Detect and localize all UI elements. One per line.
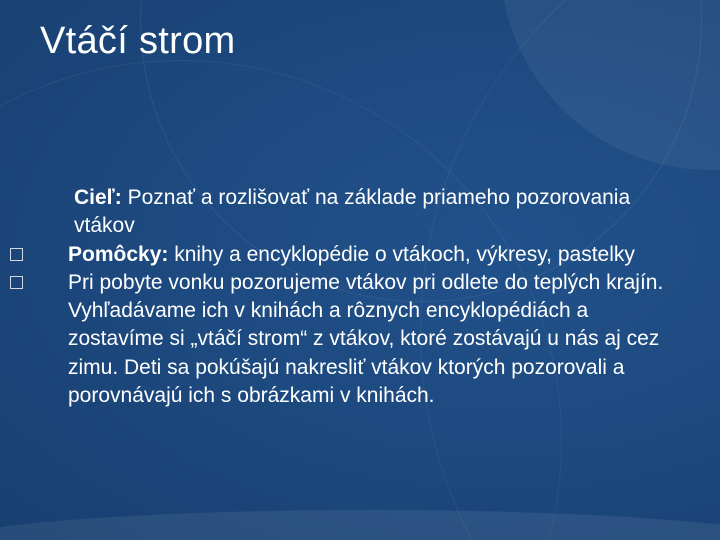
item-text: Pri pobyte vonku pozorujeme vtákov pri odlete do teplých krajín. Vyhľadávame ich v knihách a rôznych encyklopédiách a zostavíme si „vtáčí strom“ z vtákov, ktoré zostávajú u nás aj cez zimu. Deti sa pokúšajú nakresliť vtákov ktorých pozorovali a porovnávajú ich s obrázkami v knihách. [68,270,664,408]
list-item-activity [46,269,686,410]
list-item-goal [52,184,686,241]
bullet-list [46,184,686,410]
item-label: Pomôcky: [68,242,169,266]
slide-title: Vtáčí strom [40,20,236,62]
item-text: knihy a encyklopédie o vtákoch, výkresy, pastelky [168,242,635,266]
item-text: Poznať a rozlišovať na základe priameho pozorovania vtákov [74,186,631,238]
square-bullet-icon [10,276,23,289]
square-bullet-icon [10,248,23,261]
list-item-tools [46,241,686,269]
item-label: Cieľ: [74,186,122,209]
